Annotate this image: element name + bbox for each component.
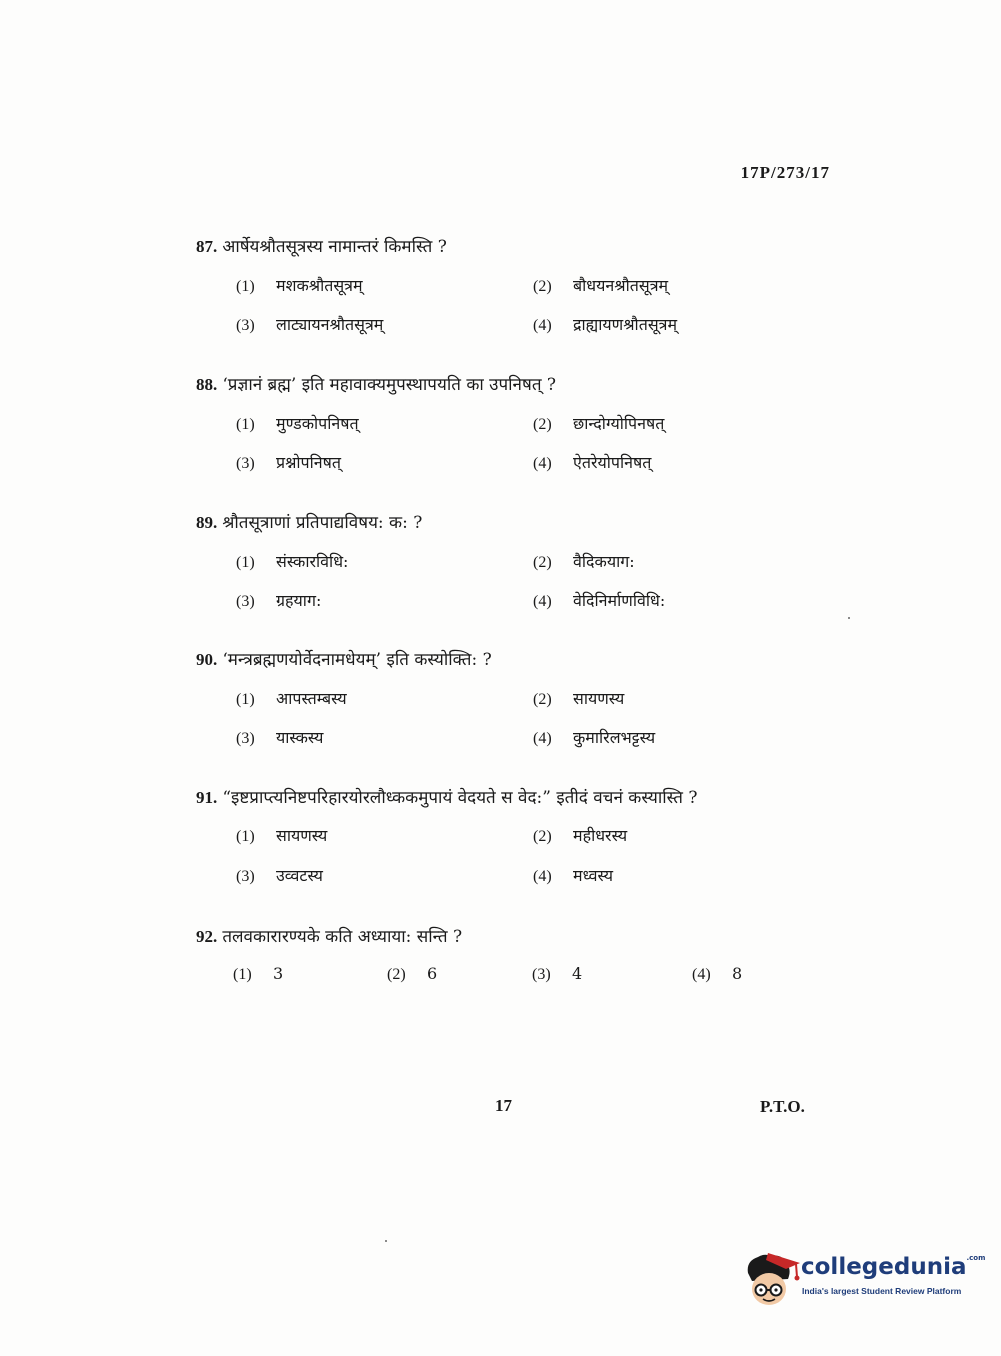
logo-tagline: India's largest Student Review Platform (802, 1286, 962, 1296)
option-3 (236, 313, 383, 335)
question-text: तलवकारारण्यके कति अध्याया: सन्ति ? (222, 927, 463, 947)
option-text: आपस्तम्बस्य (276, 689, 347, 708)
option-text: यास्कस्य (276, 728, 324, 747)
option-1 (236, 824, 327, 846)
scan-speck (848, 617, 850, 619)
option-4 (533, 451, 651, 473)
option-text: बौधयनश्रौतसूत्रम् (573, 276, 669, 295)
question-90 (196, 647, 492, 670)
option-3 (236, 864, 323, 886)
page-number: 17 (495, 1096, 512, 1115)
option-3 (236, 589, 321, 611)
option-number: (1) (236, 554, 255, 571)
option-text: उव्वटस्य (276, 866, 323, 885)
question-text: “इष्टप्राप्त्यनिष्टपरिहारयोरलौध्ककमुपायं वेदयते स वेद:” इतीदं वचनं कस्यास्ति ? (222, 788, 698, 808)
option-number: (2) (533, 691, 552, 708)
option-text: सायणस्य (276, 826, 328, 845)
option-number: (2) (533, 828, 552, 845)
option-number: (4) (533, 593, 552, 610)
option-number: (1) (236, 691, 255, 708)
option-4 (692, 964, 742, 984)
question-text: ‘मन्त्रब्रह्मणयोर्वेदनामधेयम्’ इति कस्योक्ति: ? (222, 650, 492, 670)
option-number: (2) (387, 966, 406, 983)
option-number: (1) (236, 416, 255, 433)
question-text: श्रौतसूत्राणां प्रतिपाद्यविषय: क: ? (222, 513, 423, 533)
option-number: (3) (236, 730, 255, 747)
option-number: (2) (533, 278, 552, 295)
question-number: 90. (196, 650, 218, 669)
option-number: (2) (533, 416, 552, 433)
option-text: वेदिनिर्माणविधि: (573, 591, 666, 610)
question-88 (196, 372, 556, 395)
mascot-icon (742, 1251, 800, 1313)
question-92 (196, 924, 462, 947)
question-text: आर्षेयश्रौतसूत्रस्य नामान्तरं किमस्ति ? (222, 237, 447, 257)
option-text: प्रश्नोपनिषत् (276, 453, 342, 472)
option-number: (1) (236, 828, 255, 845)
option-text: संस्कारविधि: (276, 552, 349, 571)
option-1 (233, 964, 283, 984)
option-text: ग्रहयाग: (276, 591, 322, 610)
option-number: (4) (533, 455, 552, 472)
option-number: (3) (532, 966, 551, 983)
option-number: (4) (533, 730, 552, 747)
option-number: (4) (533, 868, 552, 885)
option-1 (236, 274, 363, 296)
logo-wordmark: collegedunia$^{.com}$ (801, 1254, 986, 1280)
option-3 (236, 726, 323, 748)
option-number: (2) (533, 554, 552, 571)
option-text: छान्दोग्योपिनषत् (573, 414, 665, 433)
option-2 (533, 274, 668, 296)
option-text: 4 (572, 964, 583, 983)
option-text: महीधरस्य (573, 826, 628, 845)
question-number: 92. (196, 927, 218, 946)
paper-code: 17P/273/17 (740, 163, 830, 182)
option-text: 3 (273, 964, 284, 983)
scan-speck (385, 1240, 387, 1242)
option-text: वैदिकयाग: (573, 552, 635, 571)
question-89 (196, 510, 422, 533)
option-text: सायणस्य (573, 689, 625, 708)
option-4 (533, 313, 677, 335)
option-number: (3) (236, 593, 255, 610)
option-1 (236, 412, 359, 434)
option-text: 6 (427, 964, 438, 983)
question-number: 88. (196, 375, 218, 394)
option-text: मध्वस्य (573, 866, 613, 885)
logo-suffix: .com (966, 1254, 986, 1262)
option-2 (533, 824, 627, 846)
question-87 (196, 234, 447, 257)
option-2 (533, 550, 635, 572)
option-1 (236, 550, 348, 572)
question-text: ‘प्रज्ञानं ब्रह्म’ इति महावाक्यमुपस्थापयति का उपनिषत् ? (222, 375, 557, 395)
option-text: द्राह्यायणश्रौतसूत्रम् (573, 315, 678, 334)
option-text: मशकश्रौतसूत्रम् (276, 276, 363, 295)
option-number: (4) (533, 317, 552, 334)
option-text: कुमारिलभट्टस्य (573, 728, 656, 747)
option-4 (533, 864, 613, 886)
question-number: 87. (196, 237, 218, 256)
option-3 (236, 451, 341, 473)
question-number: 89. (196, 513, 218, 532)
option-2 (533, 687, 624, 709)
question-91 (196, 785, 697, 808)
option-text: लाट्यायनश्रौतसूत्रम् (276, 315, 384, 334)
option-text: मुण्डकोपनिषत् (276, 414, 359, 433)
collegedunia-logo (742, 1251, 986, 1311)
question-number: 91. (196, 788, 218, 807)
option-text: ऐतरेयोपनिषत् (573, 453, 652, 472)
option-3 (532, 964, 582, 984)
pto-label: P.T.O. (760, 1097, 805, 1116)
option-number: (1) (233, 966, 252, 983)
option-4 (533, 589, 665, 611)
option-4 (533, 726, 655, 748)
option-number: (3) (236, 455, 255, 472)
option-1 (236, 687, 347, 709)
option-2 (387, 964, 437, 984)
option-number: (3) (236, 868, 255, 885)
option-number: (4) (692, 966, 711, 983)
option-2 (533, 412, 664, 434)
option-number: (3) (236, 317, 255, 334)
option-number: (1) (236, 278, 255, 295)
option-text: 8 (732, 964, 743, 983)
